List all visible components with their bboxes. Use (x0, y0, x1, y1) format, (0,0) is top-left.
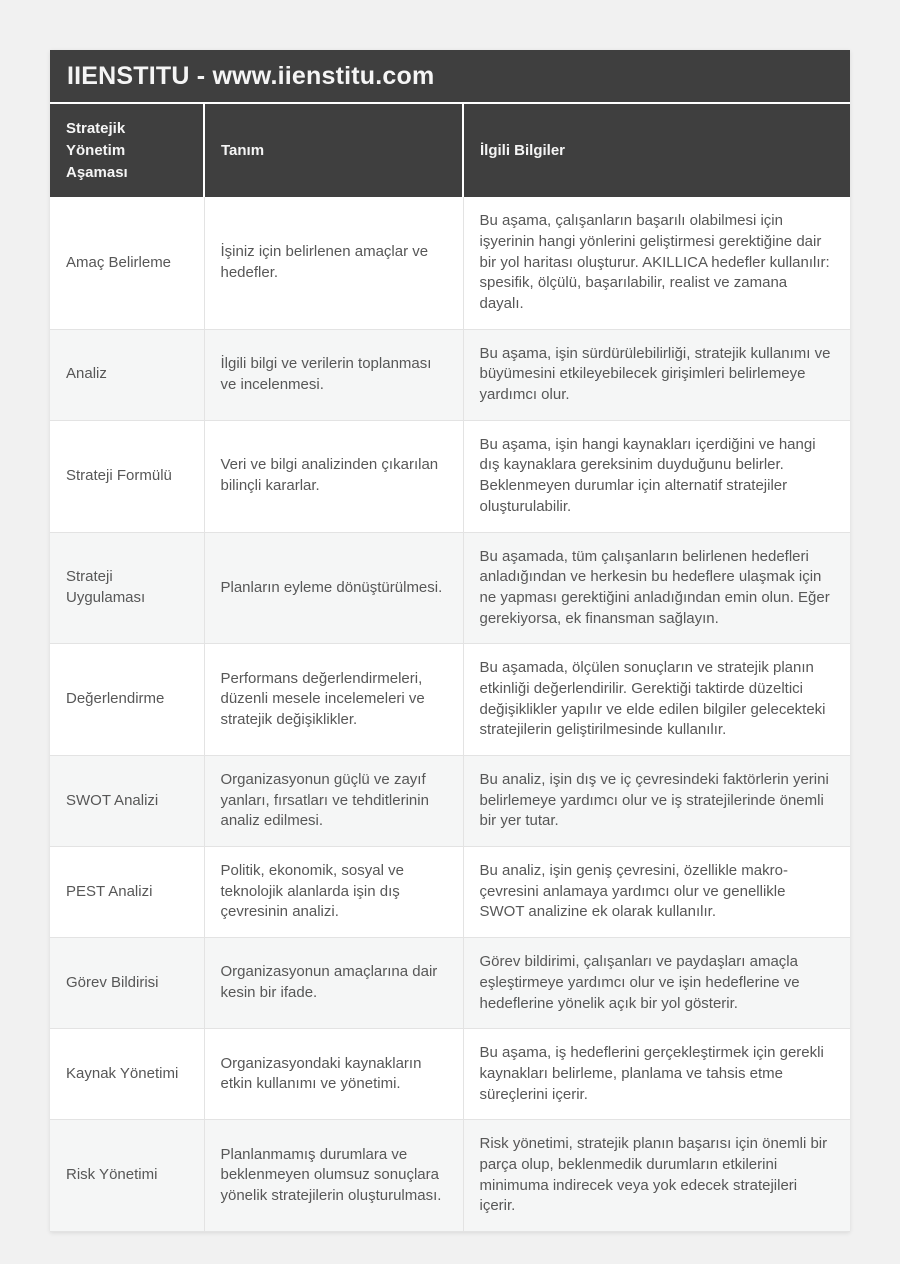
page-title: IIENSTITU - www.iienstitu.com (50, 50, 850, 104)
stage-cell: Risk Yönetimi (50, 1120, 204, 1232)
stage-cell: Değerlendirme (50, 644, 204, 756)
info-cell: Bu aşamada, tüm çalışanların belirlenen hedefleri anladığından ve herkesin bu hedeflere ulaşmak için ne yapması gerektiğini anladığından emin olun. Eğer gerekiyorsa, ek finansman sağlayın. (463, 532, 850, 644)
table-row (50, 1120, 850, 1232)
definition-cell: İlgili bilgi ve verilerin toplanması ve incelenmesi. (204, 329, 463, 420)
info-cell: Bu analiz, işin geniş çevresini, özellikle makro-çevresini anlamaya yardımcı olur ve genellikle SWOT analizine ek olarak kullanılır. (463, 847, 850, 938)
table-row (50, 1029, 850, 1120)
table-body (50, 197, 850, 1231)
definition-cell: Politik, ekonomik, sosyal ve teknolojik alanlarda işin dış çevresinin analizi. (204, 847, 463, 938)
definition-cell: Performans değerlendirmeleri, düzenli mesele incelemeleri ve stratejik değişiklikler. (204, 644, 463, 756)
table-row (50, 644, 850, 756)
column-header-definition: Tanım (204, 104, 463, 197)
table-row (50, 847, 850, 938)
table-row (50, 420, 850, 532)
info-cell: Risk yönetimi, stratejik planın başarısı için önemli bir parça olup, beklenmedik durumların etkilerini minimuma indirecek veya yok edecek stratejileri içerir. (463, 1120, 850, 1232)
info-cell: Bu aşamada, ölçülen sonuçların ve stratejik planın etkinliği değerlendirilir. Gerektiği taktirde düzeltici değişiklikler yapılır ve elde edilen bilgiler gelecekteki stratejilerin geliştirilmesinde kullanılır. (463, 644, 850, 756)
info-cell: Bu aşama, çalışanların başarılı olabilmesi için işyerinin hangi yönlerini geliştirmesi gerektiğine dair bir yol haritası oluşturur. AKILLICA hedefler kullanılır: spesifik, ölçülü, başarılabilir, realist ve zamana dayalı. (463, 197, 850, 329)
stage-cell: Kaynak Yönetimi (50, 1029, 204, 1120)
table-row (50, 938, 850, 1029)
table-header (50, 104, 850, 197)
column-header-info: İlgili Bilgiler (463, 104, 850, 197)
strategic-management-table-card (50, 50, 850, 1232)
stage-cell: Analiz (50, 329, 204, 420)
definition-cell: Organizasyonun amaçlarına dair kesin bir ifade. (204, 938, 463, 1029)
info-cell: Bu aşama, iş hedeflerini gerçekleştirmek için gerekli kaynakları belirleme, planlama ve tahsis etme süreçlerini içerir. (463, 1029, 850, 1120)
info-cell: Bu analiz, işin dış ve iç çevresindeki faktörlerin yerini belirlemeye yardımcı olur ve iş stratejilerinde önemli bir yer tutar. (463, 756, 850, 847)
info-cell: Görev bildirimi, çalışanları ve paydaşları amaçla eşleştirmeye yardımcı olur ve işin hedeflerine ve hedeflerine yönelik açık bir yol gösterir. (463, 938, 850, 1029)
info-cell: Bu aşama, işin hangi kaynakları içerdiğini ve hangi dış kaynaklara gereksinim duyduğunu belirler. Beklenmeyen durumlar için alternatif stratejiler oluşturulabilir. (463, 420, 850, 532)
strategic-management-table (50, 104, 850, 1232)
table-row (50, 329, 850, 420)
column-header-stage: Stratejik Yönetim Aşaması (50, 104, 204, 197)
stage-cell: Strateji Uygulaması (50, 532, 204, 644)
definition-cell: İşiniz için belirlenen amaçlar ve hedefler. (204, 197, 463, 329)
definition-cell: Planların eyleme dönüştürülmesi. (204, 532, 463, 644)
definition-cell: Veri ve bilgi analizinden çıkarılan bilinçli kararlar. (204, 420, 463, 532)
info-cell: Bu aşama, işin sürdürülebilirliği, stratejik kullanımı ve büyümesini etkileyebilecek girişimleri belirlemeye yardımcı olur. (463, 329, 850, 420)
table-row (50, 197, 850, 329)
table-header-row (50, 104, 850, 197)
stage-cell: Görev Bildirisi (50, 938, 204, 1029)
definition-cell: Organizasyonun güçlü ve zayıf yanları, fırsatları ve tehditlerinin analiz edilmesi. (204, 756, 463, 847)
table-row (50, 532, 850, 644)
definition-cell: Planlanmamış durumlara ve beklenmeyen olumsuz sonuçlara yönelik stratejilerin oluşturulması. (204, 1120, 463, 1232)
table-row (50, 756, 850, 847)
definition-cell: Organizasyondaki kaynakların etkin kullanımı ve yönetimi. (204, 1029, 463, 1120)
stage-cell: Strateji Formülü (50, 420, 204, 532)
stage-cell: SWOT Analizi (50, 756, 204, 847)
stage-cell: Amaç Belirleme (50, 197, 204, 329)
stage-cell: PEST Analizi (50, 847, 204, 938)
